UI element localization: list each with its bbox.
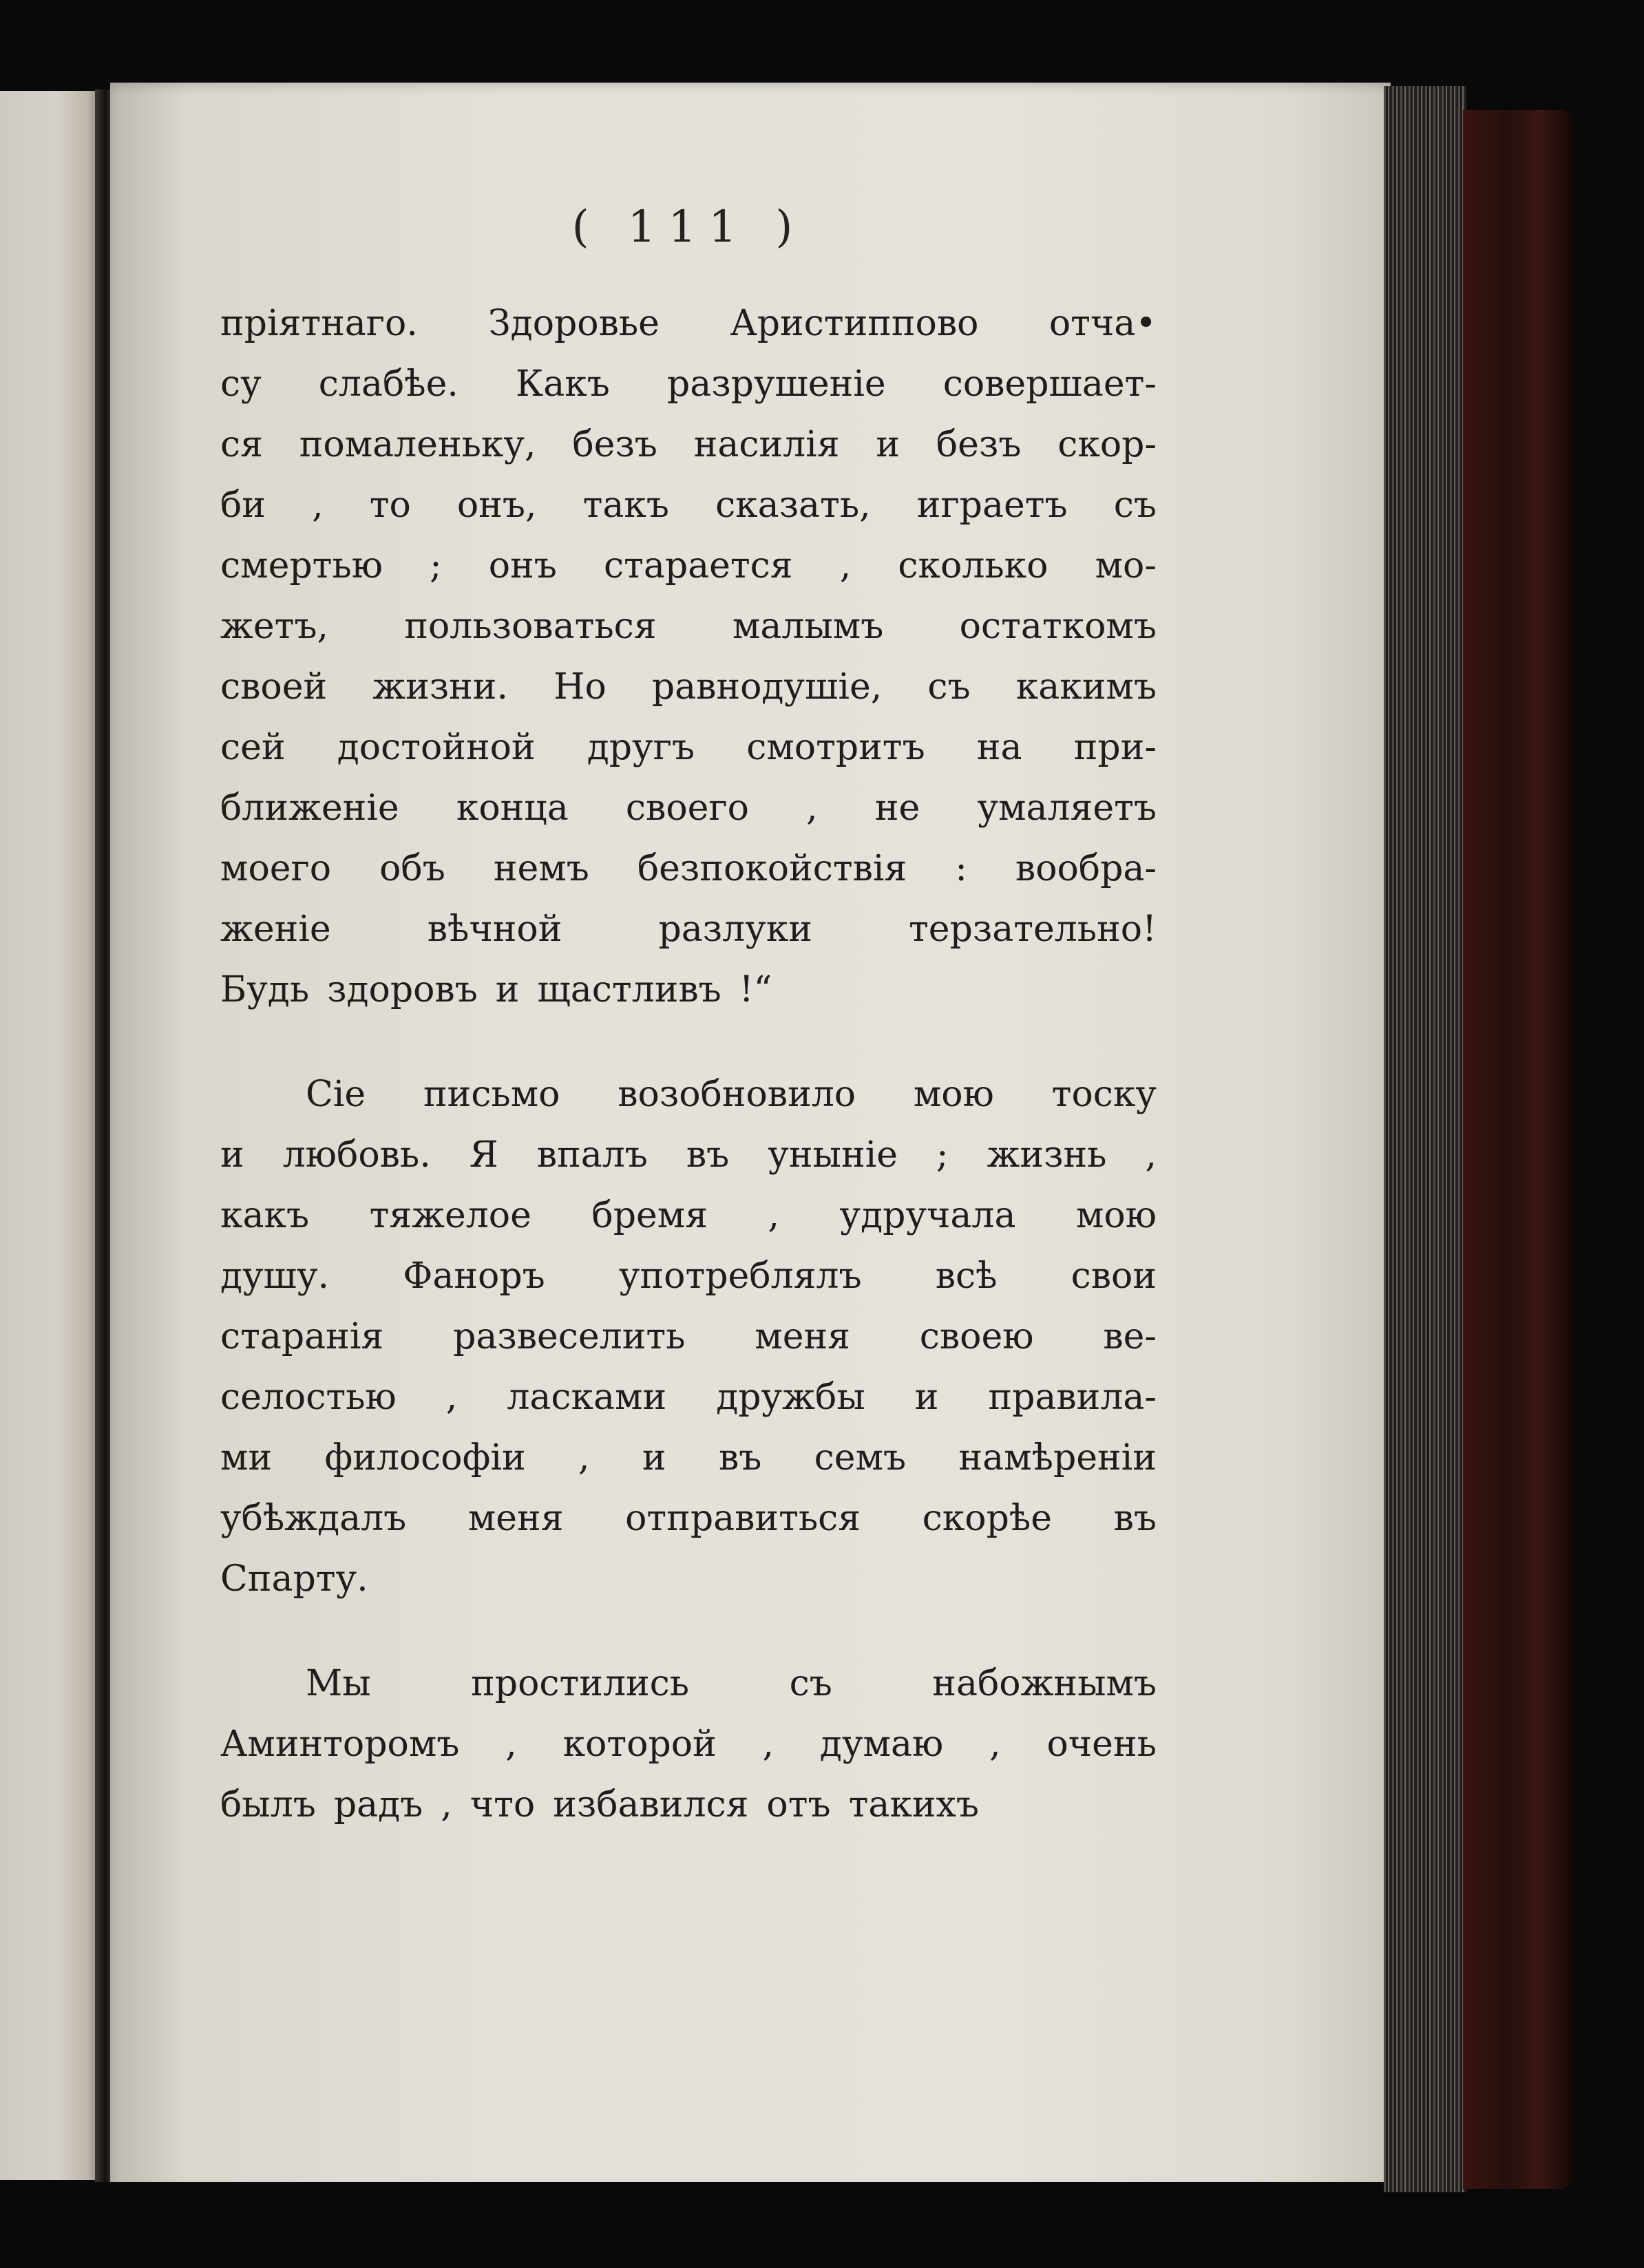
text-line: [220, 1125, 1157, 1185]
word: убѣждалъ: [220, 1498, 407, 1539]
text-line: [220, 778, 1157, 838]
word: объ: [379, 848, 445, 889]
word: и: [220, 1134, 244, 1176]
word: Мы: [306, 1663, 371, 1704]
word: :: [955, 848, 967, 889]
word: Спарту.: [220, 1558, 368, 1600]
word: мою: [913, 1074, 994, 1115]
word: съ: [927, 666, 971, 708]
word: думаю: [819, 1724, 944, 1765]
word: щастливъ: [537, 969, 721, 1010]
word: тяжелое: [369, 1195, 531, 1236]
word: ,: [312, 485, 324, 526]
word: совершает-: [942, 363, 1157, 405]
word: помаленьку,: [299, 424, 536, 465]
word: возобновило: [618, 1074, 856, 1115]
word: смертью: [220, 545, 383, 586]
text-line: [220, 960, 1157, 1020]
word: ,: [445, 1377, 458, 1418]
word: ,: [505, 1724, 517, 1765]
word: мою: [1075, 1195, 1157, 1236]
text-line: [220, 838, 1157, 899]
word: старается: [603, 545, 793, 586]
word: Сіе: [306, 1074, 366, 1115]
paragraph: [220, 293, 1157, 1020]
word: ласками: [507, 1377, 667, 1418]
word: Я: [469, 1134, 498, 1176]
word: развеселить: [453, 1316, 686, 1357]
word: своего: [625, 787, 749, 829]
text-line: [220, 1367, 1157, 1428]
word: избавился: [553, 1784, 749, 1825]
word: на: [976, 727, 1022, 768]
word: онъ: [488, 545, 557, 586]
word: философіи: [324, 1437, 526, 1479]
text-line: [220, 1306, 1157, 1367]
word: правила-: [988, 1377, 1157, 1418]
word: немъ: [493, 848, 589, 889]
word: намѣреніи: [958, 1437, 1157, 1479]
paragraph-gap: [220, 1020, 1157, 1064]
word: терзательно!: [909, 909, 1157, 950]
page-edges: [1384, 86, 1466, 2192]
word: и: [642, 1437, 666, 1479]
word: вѣчной: [427, 909, 562, 950]
word: равнодушіе,: [651, 666, 883, 708]
word: другъ: [587, 727, 695, 768]
word: жизни.: [372, 666, 508, 708]
word: ближеніе: [220, 787, 399, 829]
paragraphs: [220, 293, 1157, 1835]
word: своею: [919, 1316, 1034, 1357]
word: простились: [471, 1663, 690, 1704]
word: умаляетъ: [977, 787, 1157, 829]
word: жетъ,: [220, 606, 328, 647]
word: то: [369, 485, 411, 526]
text-line: [220, 1428, 1157, 1488]
word: что: [470, 1784, 536, 1825]
word: отъ: [766, 1784, 831, 1825]
word: въ: [1113, 1498, 1157, 1539]
word: насилія: [693, 424, 840, 465]
word: Какъ: [516, 363, 610, 405]
word: онъ,: [456, 485, 537, 526]
word: разрушеніе: [666, 363, 886, 405]
word: безпокойствія: [637, 848, 907, 889]
word: вообра-: [1015, 848, 1157, 889]
word: ,: [762, 1724, 774, 1765]
word: душу.: [220, 1255, 330, 1297]
text-line: [220, 1488, 1157, 1549]
word: какимъ: [1015, 666, 1157, 708]
word: ,: [578, 1437, 590, 1479]
word: Но: [554, 666, 607, 708]
word: семъ: [814, 1437, 907, 1479]
word: скорѣе: [922, 1498, 1053, 1539]
word: не: [874, 787, 920, 829]
text-line: [220, 1064, 1157, 1125]
word: и: [495, 969, 520, 1010]
paragraph: [220, 1653, 1157, 1835]
word: моего: [220, 848, 332, 889]
word: бремя: [591, 1195, 708, 1236]
page-number: ( 111 ): [571, 202, 805, 253]
text-line: [220, 657, 1157, 717]
word: и: [914, 1377, 939, 1418]
word: скор-: [1057, 424, 1157, 465]
word: Будь: [220, 969, 310, 1010]
word: въ: [718, 1437, 762, 1479]
page-text-block: [220, 200, 1157, 1835]
word: малымъ: [732, 606, 884, 647]
word: ,: [989, 1724, 1001, 1765]
word: и: [876, 424, 900, 465]
word: жизнь: [987, 1134, 1107, 1176]
word: какъ: [220, 1195, 310, 1236]
left-facing-page: [0, 91, 103, 2180]
word: сказать,: [715, 485, 871, 526]
paragraph: [220, 1064, 1157, 1609]
word: достойной: [337, 727, 536, 768]
text-line: [220, 899, 1157, 960]
word: Фаноръ: [403, 1255, 545, 1297]
word: конца: [456, 787, 569, 829]
word: съ: [1113, 485, 1157, 526]
word: Здоровье: [488, 303, 660, 344]
word: ми: [220, 1437, 273, 1479]
text-line: [220, 1185, 1157, 1246]
word: Аристиппово: [730, 303, 979, 344]
word: безъ: [572, 424, 657, 465]
text-line: [220, 293, 1157, 354]
word: разлуки: [658, 909, 812, 950]
text-line: [220, 1714, 1157, 1774]
word: такихъ: [848, 1784, 979, 1825]
word: !“: [739, 969, 772, 1010]
word: ся: [220, 424, 263, 465]
word: Аминторомъ: [220, 1724, 460, 1765]
text-line: [220, 1653, 1157, 1714]
word: уныніе: [768, 1134, 898, 1176]
word: остаткомъ: [959, 606, 1157, 647]
text-line: [220, 536, 1157, 596]
word: отча•: [1048, 303, 1157, 344]
word: радъ: [333, 1784, 423, 1825]
word: употреблялъ: [618, 1255, 862, 1297]
word: любовь.: [282, 1134, 431, 1176]
word: отправиться: [625, 1498, 861, 1539]
word: селостью: [220, 1377, 397, 1418]
word: безъ: [936, 424, 1022, 465]
text-line: [220, 1774, 1157, 1835]
word: ;: [430, 545, 442, 586]
word: письмо: [423, 1074, 560, 1115]
word: съ: [789, 1663, 832, 1704]
word: сей: [220, 727, 286, 768]
word: меня: [467, 1498, 564, 1539]
word: ,: [1145, 1134, 1157, 1176]
word: су: [220, 363, 262, 405]
word: въ: [686, 1134, 730, 1176]
word: ;: [936, 1134, 949, 1176]
word: тоску: [1051, 1074, 1157, 1115]
book-binding: [1463, 110, 1573, 2189]
word: ве-: [1103, 1316, 1157, 1357]
paragraph-gap: [220, 1609, 1157, 1653]
word: очень: [1046, 1724, 1157, 1765]
word: такъ: [582, 485, 669, 526]
word: пріятнаго.: [220, 303, 418, 344]
text-line: [220, 475, 1157, 536]
text-line: [220, 354, 1157, 414]
word: своей: [220, 666, 328, 708]
word: при-: [1073, 727, 1157, 768]
word: ,: [806, 787, 818, 829]
word: удручала: [839, 1195, 1016, 1236]
word: здоровъ: [327, 969, 478, 1010]
word: меня: [755, 1316, 850, 1357]
word: смотритъ: [746, 727, 925, 768]
word: старанія: [220, 1316, 384, 1357]
word: всѣ: [935, 1255, 998, 1297]
word: набожнымъ: [932, 1663, 1157, 1704]
text-line: [220, 1549, 1157, 1609]
word: пользоваться: [404, 606, 657, 647]
word: ,: [839, 545, 852, 586]
word: мо-: [1095, 545, 1157, 586]
word: которой: [562, 1724, 717, 1765]
word: слабѣе.: [318, 363, 459, 405]
word: впалъ: [536, 1134, 648, 1176]
word: ,: [441, 1784, 452, 1825]
word: женіе: [220, 909, 331, 950]
word: былъ: [220, 1784, 316, 1825]
word: би: [220, 485, 266, 526]
word: сколько: [898, 545, 1048, 586]
text-line: [220, 1246, 1157, 1306]
text-line: [220, 717, 1157, 778]
word: ,: [768, 1195, 780, 1236]
word: свои: [1071, 1255, 1157, 1297]
word: играетъ: [916, 485, 1068, 526]
word: дружбы: [716, 1377, 865, 1418]
text-line: [220, 596, 1157, 657]
text-line: [220, 414, 1157, 475]
